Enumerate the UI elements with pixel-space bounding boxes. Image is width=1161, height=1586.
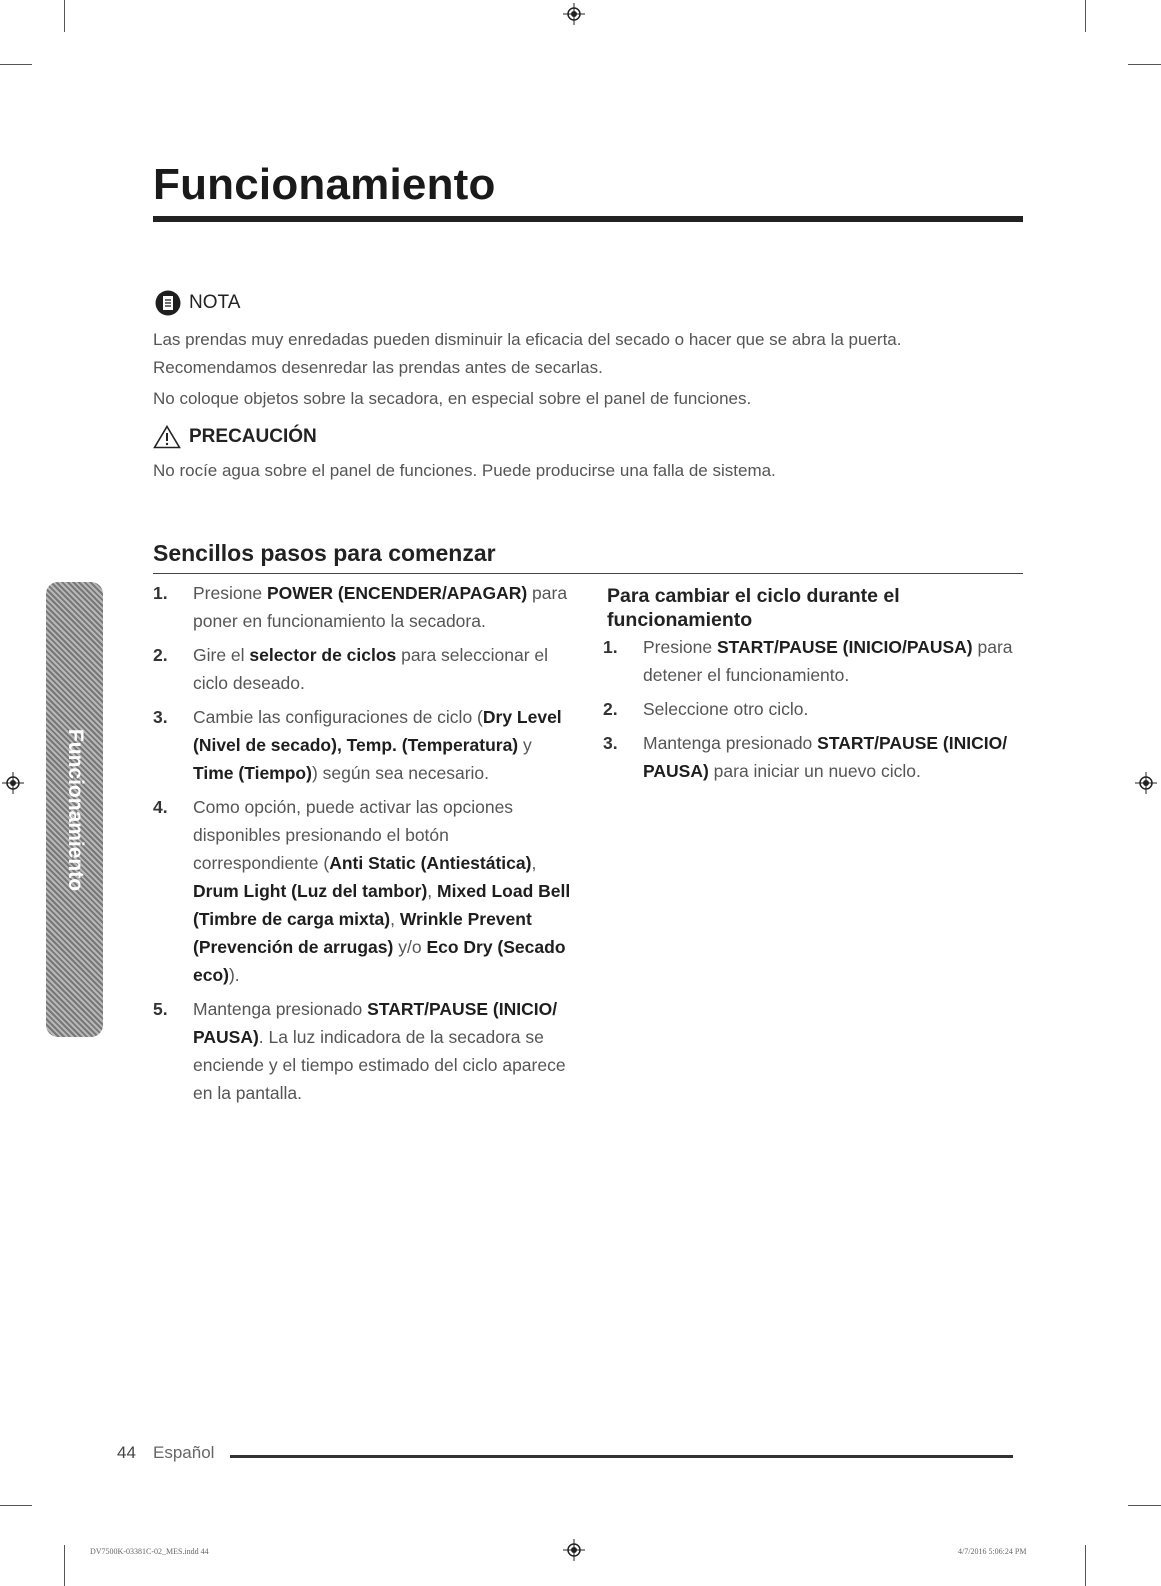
section-title: Sencillos pasos para comenzar [153, 540, 496, 566]
step-item [153, 793, 573, 989]
step-text: Presione [193, 583, 267, 603]
step-item [153, 579, 573, 635]
crop-mark [64, 0, 65, 32]
step-number: 1. [603, 637, 618, 657]
note-line: No coloque objetos sobre la secadora, en especial sobre el panel de funciones. [153, 389, 752, 408]
crop-mark [1085, 0, 1086, 32]
step-keyword: Mixed Load Bell (Timbre de carga mixta) [193, 881, 571, 929]
crop-mark [0, 1505, 32, 1506]
title-rule [153, 216, 1023, 222]
step-item [603, 729, 1015, 785]
registration-mark-icon [2, 772, 24, 794]
section-rule [153, 573, 1023, 574]
note-icon [155, 290, 181, 316]
step-keyword: START/PAUSE (INICIO/ PAUSA) [643, 733, 1008, 781]
step-text: para detener el funcionamiento. [643, 637, 1013, 685]
registration-mark-icon [563, 3, 585, 25]
page-number: 44 [117, 1443, 136, 1462]
registration-mark-icon [563, 1539, 585, 1561]
footer-language: Español [153, 1443, 215, 1462]
step-keyword: START/PAUSE (INICIO/ PAUSA) [193, 999, 558, 1047]
step-text: y/o [393, 937, 427, 957]
crop-mark [1128, 64, 1161, 65]
step-text: para iniciar un nuevo ciclo. [708, 761, 921, 781]
step-text: , [427, 881, 438, 901]
step-number: 1. [153, 583, 168, 603]
step-text: y [518, 735, 532, 755]
print-timestamp: 4/7/2016 5:06:24 PM [958, 1547, 1027, 1556]
step-number: 4. [153, 797, 168, 817]
step-item [153, 703, 573, 787]
caution-label: PRECAUCIÓN [189, 426, 317, 447]
step-item [153, 995, 573, 1107]
step-item [603, 695, 1015, 723]
note-label: NOTA [189, 292, 241, 313]
step-keyword: Wrinkle Prevent (Prevención de arrugas) [193, 909, 532, 957]
step-keyword: POWER (ENCENDER/APAGAR) [266, 583, 528, 603]
step-keyword: Time (Tiempo) [193, 763, 312, 783]
step-text: Cambie las configuraciones de ciclo ( [193, 707, 483, 727]
step-number: 2. [153, 645, 168, 665]
step-text: , [531, 853, 537, 873]
step-keyword: Drum Light (Luz del tambor) [193, 881, 428, 901]
note-heading [155, 290, 240, 316]
caution-text: No rocíe agua sobre el panel de funciones. Puede producirse una falla de sistema. [153, 461, 776, 480]
note-line: Las prendas muy enredadas pueden disminuir la eficacia del secado o hacer que se abra la puerta. [153, 330, 902, 349]
step-text: . La luz indicadora de la secadora se enciende y el tiempo estimado del ciclo aparece en la pantalla. [193, 1027, 566, 1103]
subsection-title: Para cambiar el ciclo durante el funcionamiento [607, 585, 900, 631]
step-number: 3. [603, 733, 618, 753]
crop-mark [64, 1545, 65, 1586]
crop-mark [1128, 1505, 1161, 1506]
step-text: Seleccione otro ciclo. [643, 699, 809, 719]
side-tab [46, 582, 103, 1037]
step-text: , [390, 909, 400, 929]
registration-mark-icon [1135, 772, 1157, 794]
step-text: ) según sea necesario. [311, 763, 490, 783]
step-text: Gire el [193, 645, 250, 665]
steps-list-right [603, 633, 1015, 791]
note-line: Recomendamos desenredar las prendas antes de secarlas. [153, 358, 603, 377]
step-text: Mantenga presionado [193, 999, 368, 1019]
step-text: para poner en funcionamiento la secadora. [193, 583, 568, 631]
step-number: 3. [153, 707, 168, 727]
warning-triangle-icon [153, 425, 181, 449]
caution-heading [153, 425, 317, 449]
file-info: DV7500K-03381C-02_MES.indd 44 [90, 1547, 209, 1556]
side-tab-label: Funcionamiento [63, 728, 87, 891]
step-keyword: selector de ciclos [249, 645, 397, 665]
footer-rule [230, 1455, 1013, 1458]
crop-mark [0, 64, 32, 65]
page-title: Funcionamiento [153, 160, 496, 209]
step-number: 2. [603, 699, 618, 719]
step-item [153, 641, 573, 697]
step-number: 5. [153, 999, 168, 1019]
crop-mark [1085, 1545, 1086, 1586]
step-text: Mantenga presionado [643, 733, 818, 753]
step-keyword: Dry Level (Nivel de secado), Temp. (Temperatura) [193, 707, 562, 755]
step-keyword: START/PAUSE (INICIO/PAUSA) [716, 637, 973, 657]
step-keyword: Eco Dry (Secado eco) [193, 937, 566, 985]
step-text: ). [228, 965, 240, 985]
step-text: Presione [643, 637, 717, 657]
step-item [603, 633, 1015, 689]
step-keyword: Anti Static (Antiestática) [329, 853, 532, 873]
step-text: Como opción, puede activar las opciones disponibles presionando el botón correspondiente ( [193, 797, 514, 873]
steps-list-left [153, 579, 573, 1113]
step-text: para seleccionar el ciclo deseado. [193, 645, 549, 693]
